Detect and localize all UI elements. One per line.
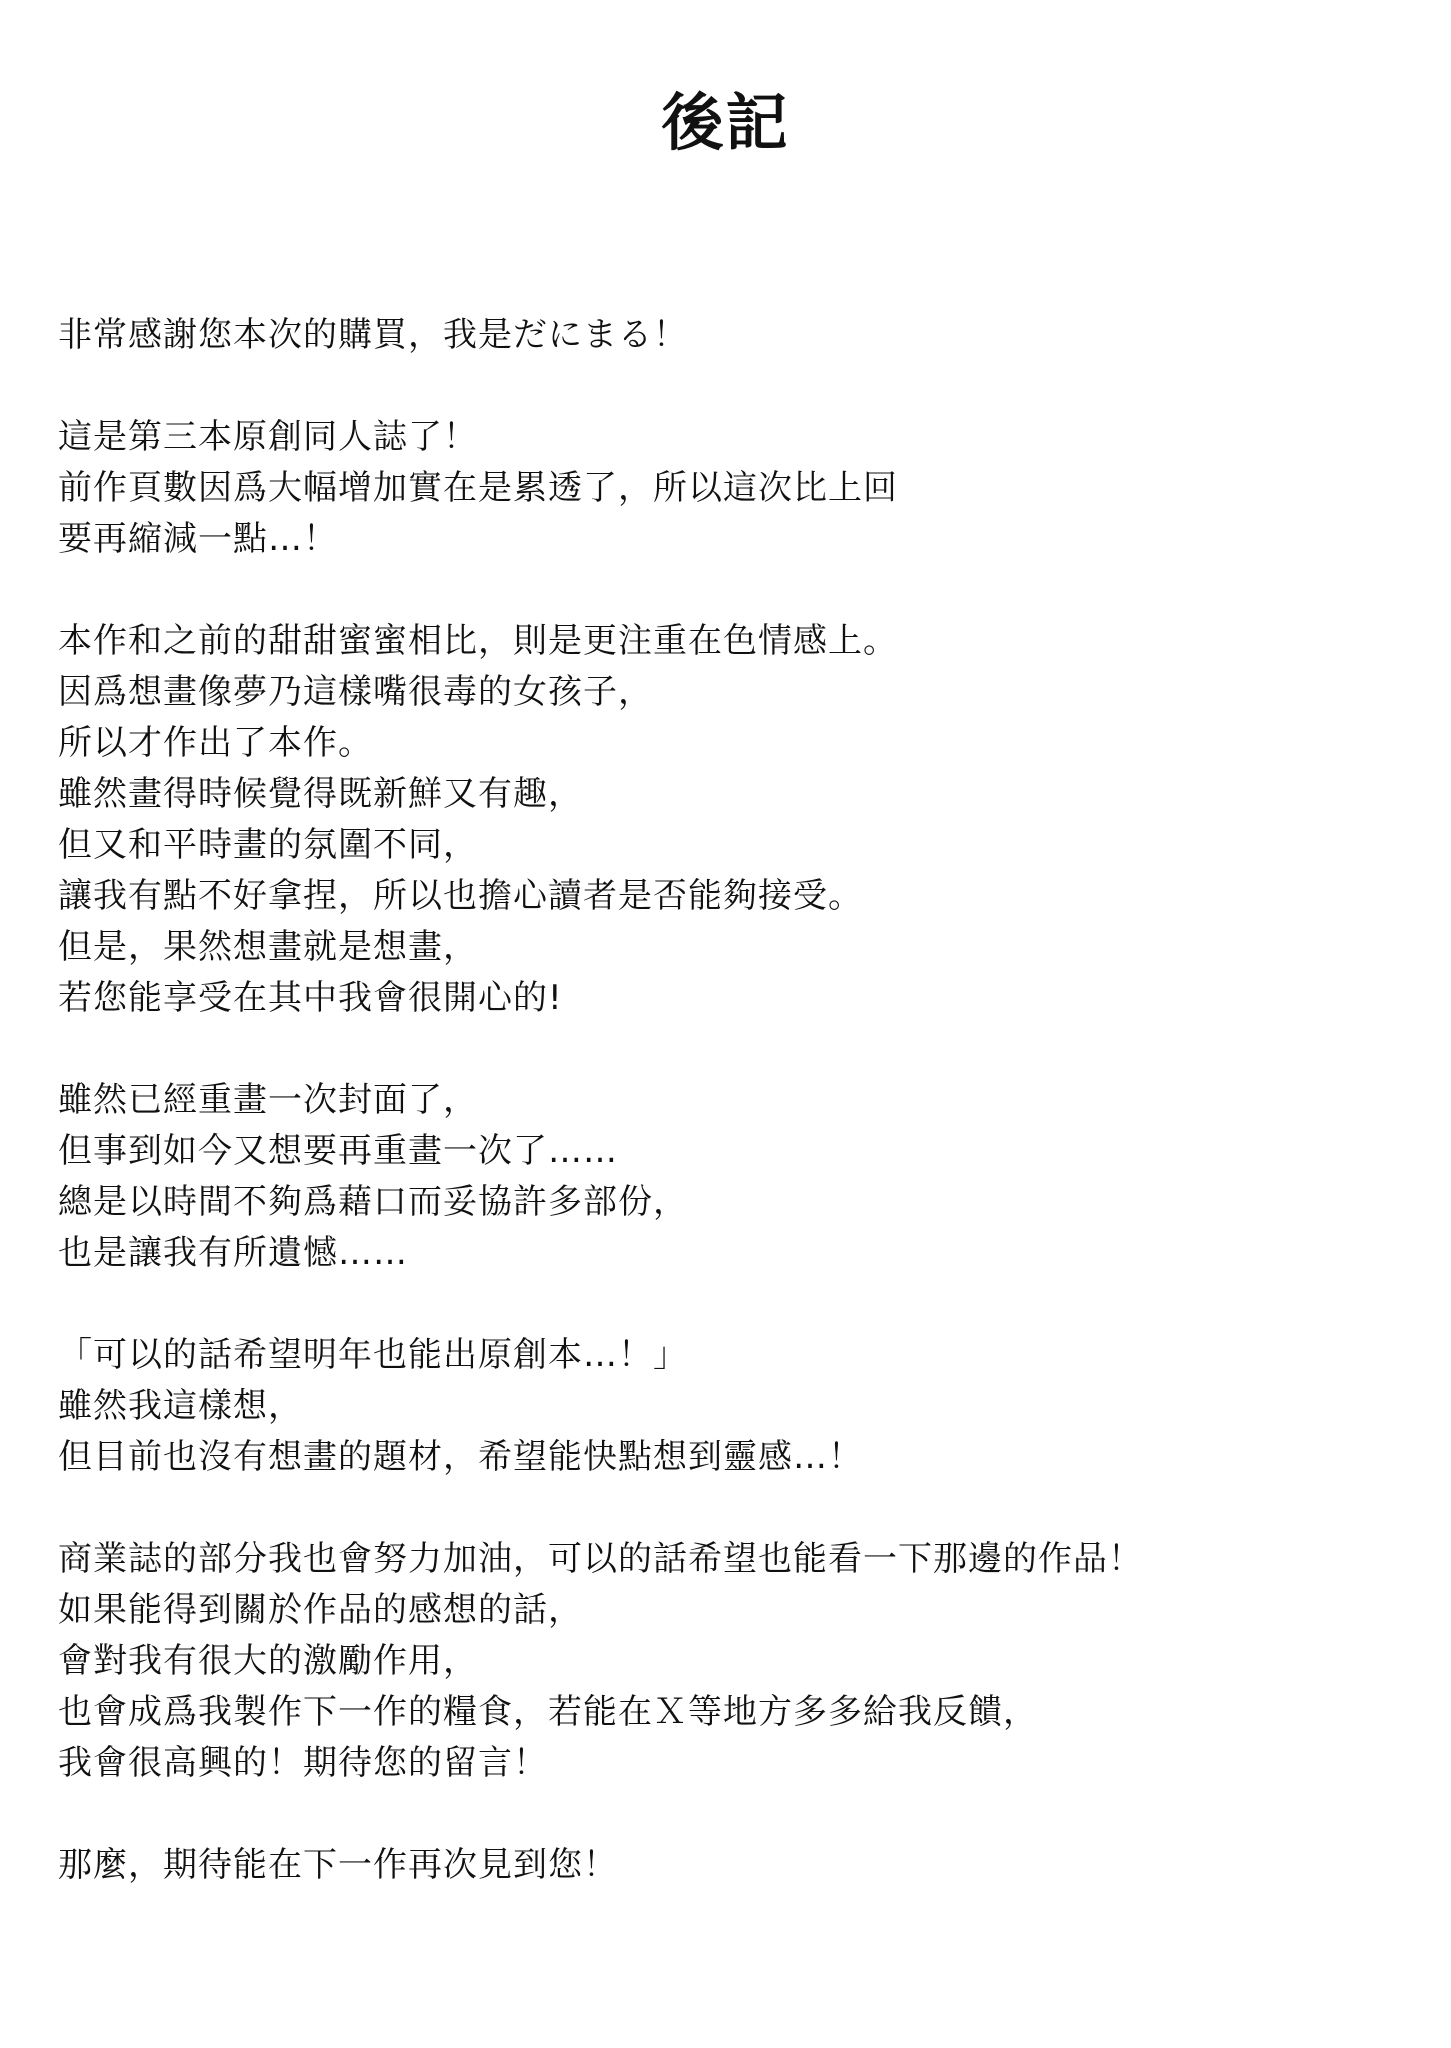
text-line: 讓我有點不好拿捏，所以也擔心讀者是否能夠接受。 <box>58 876 863 916</box>
paragraph-farewell <box>58 1840 1418 1891</box>
text-line: 也會成爲我製作下一作的糧食，若能在Ｘ等地方多多給我反饋， <box>58 1692 1038 1732</box>
text-line: 本作和之前的甜甜蜜蜜相比，則是更注重在色情感上。 <box>58 621 898 661</box>
text-line: 前作頁數因爲大幅增加實在是累透了，所以這次比上回 <box>58 468 898 508</box>
text-line: 商業誌的部分我也會努力加油，可以的話希望也能看一下那邊的作品！ <box>58 1539 1143 1579</box>
text-line: 若您能享受在其中我會很開心的! <box>58 978 563 1018</box>
text-line: 雖然我這樣想， <box>58 1386 303 1426</box>
text-line: 非常感謝您本次的購買，我是だにまる！ <box>58 315 688 355</box>
paragraph-next-year <box>58 1330 1418 1483</box>
text-line: 雖然畫得時候覺得既新鮮又有趣， <box>58 774 583 814</box>
page-title: 後記 <box>661 86 790 159</box>
text-line: 因爲想畫像夢乃這樣嘴很毒的女孩子， <box>58 672 653 712</box>
text-line: 也是讓我有所遺憾…… <box>58 1233 408 1273</box>
text-line: 但目前也沒有想畫的題材，希望能快點想到靈感…！ <box>58 1437 863 1477</box>
paragraph-about-work <box>58 616 1418 1024</box>
text-line: 但又和平時畫的氛圍不同， <box>58 825 478 865</box>
text-line: 要再縮減一點…！ <box>58 519 338 559</box>
paragraph-commercial <box>58 1534 1418 1789</box>
text-line: 但事到如今又想要再重畫一次了…… <box>58 1131 618 1171</box>
text-line: 那麼，期待能在下一作再次見到您！ <box>58 1845 618 1885</box>
text-line: 會對我有很大的激勵作用， <box>58 1641 478 1681</box>
text-line: 所以才作出了本作。 <box>58 723 373 763</box>
text-line: 總是以時間不夠爲藉口而妥協許多部份， <box>58 1182 688 1222</box>
afterword-body <box>58 310 1418 1942</box>
paragraph-cover <box>58 1075 1418 1279</box>
text-line: 但是，果然想畫就是想畫， <box>58 927 478 967</box>
text-line: 「可以的話希望明年也能出原創本…！」 <box>58 1335 688 1375</box>
text-line: 如果能得到關於作品的感想的話， <box>58 1590 583 1630</box>
text-line: 雖然已經重畫一次封面了， <box>58 1080 478 1120</box>
text-line: 我會很高興的！期待您的留言！ <box>58 1743 548 1783</box>
paragraph-third-book <box>58 412 1418 565</box>
text-line: 這是第三本原創同人誌了！ <box>58 417 478 457</box>
paragraph-greeting <box>58 310 1418 361</box>
